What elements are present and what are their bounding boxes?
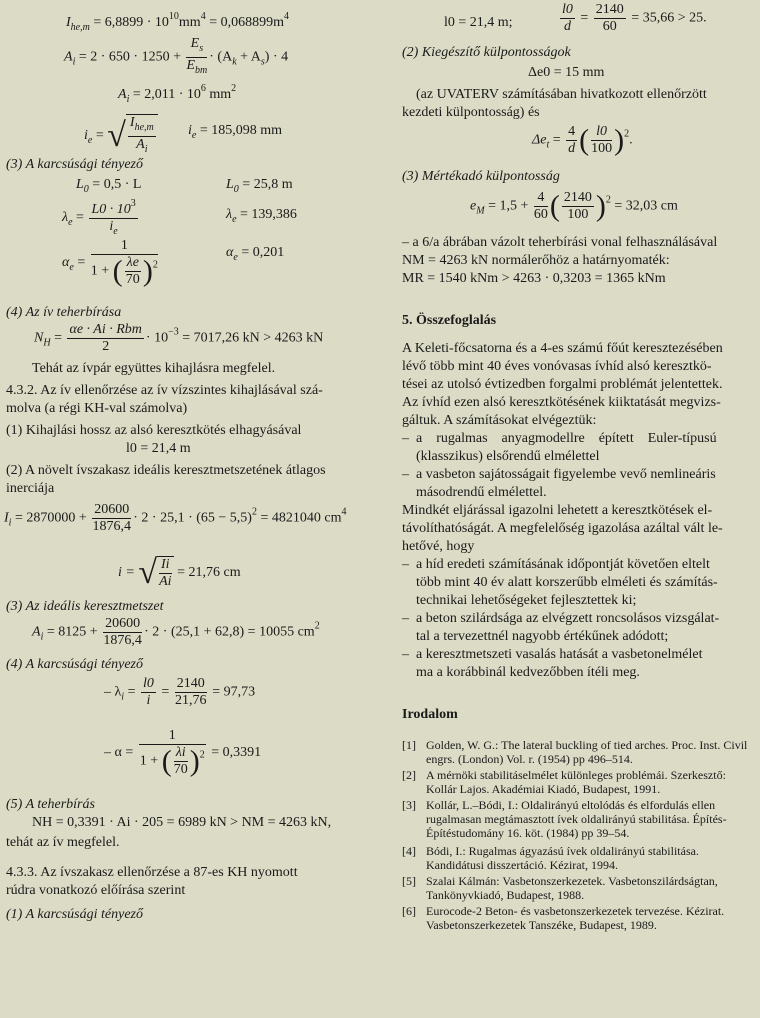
frac-num: Ii (161, 557, 170, 572)
reference-item (402, 904, 754, 932)
equation-l0: l0 = 21,4 m (126, 441, 191, 456)
eq-text: mm (205, 87, 232, 102)
fraction (92, 502, 131, 535)
fraction (534, 190, 548, 223)
eq-text: I (66, 15, 71, 30)
heading-432-line2: molva (a régi KH-val számolva) (6, 401, 188, 416)
eq-text: α (62, 255, 70, 271)
summary-line: több mint 40 év alatt korszerűbb elméleti és számítás- (402, 575, 718, 590)
frac-num: l0 (562, 2, 573, 17)
eq-sup: 4 (200, 11, 206, 22)
frac-num: L0 · 10 (91, 202, 131, 217)
frac-den: E (186, 58, 196, 73)
heading-idealis: (3) Az ideális keresztmetszet (6, 599, 164, 614)
eq-sub: i (72, 56, 76, 68)
frac-den: i (146, 693, 151, 708)
reference-number: [4] (402, 844, 416, 858)
reference-item (402, 844, 754, 872)
equation-nh: $N_H$ = αe · Ai · Rbm 2 · $10^{-3} = 7017,26$ kN > 4263 kN (34, 322, 324, 354)
summary-line: – a rugalmas anyagmodellre épített Euler-típusú (402, 431, 717, 446)
frac-den: Ai (159, 574, 172, 589)
eq-sub: i (121, 691, 125, 703)
equation-alpha-2 (104, 728, 261, 778)
summary-line: tései az utolsó évtizedben forgalmi problémát jelentettek. (402, 377, 723, 392)
eq-sub: t (546, 139, 550, 151)
summary-line: Az ívhíd ezen alsó keresztkötésének kiiktatását megvizs- (402, 395, 721, 410)
frac-num: I (129, 115, 135, 130)
summary-line: másodrendű elmélettel. (402, 485, 547, 500)
equation-lambda-i: – $\lambda_i$ = $\frac{l0}{i}$ = $\frac{2140}{21,76}$ = 97,73 (104, 676, 256, 708)
equation-ie: $i_e$ = √ $I_{he,m}$ $A_i$ (84, 114, 158, 158)
reference-item (402, 768, 754, 796)
eq-text: i = (118, 565, 139, 581)
equation-alpha-e-value: $\alpha_e = 0,201$ (226, 245, 285, 263)
eq-text: = 0,201 (237, 245, 285, 260)
frac-den: 2 (102, 339, 110, 354)
eq-text: 1 + (90, 263, 113, 279)
frac-den: 100 (567, 207, 589, 222)
equation-ai-2: $A_i = 2,011 \cdot 10^6$ $mm^2$ (118, 83, 237, 105)
fraction (128, 115, 156, 158)
summary-line: lévő több mint 40 éves vonóvasas ívhíd alsó keresztkö- (402, 359, 712, 374)
eq-text: L (76, 177, 84, 192)
heading-teherbiras-2: (5) A teherbírás (6, 797, 95, 812)
reference-number: [5] (402, 874, 416, 888)
heading-karcsusag: (3) A karcsúsági tényező (6, 157, 143, 172)
eq-sub: i (40, 631, 44, 643)
eq-sub: 0 (83, 184, 89, 195)
eq-sub: s (199, 43, 204, 54)
eq-text: = 25,8 m (238, 177, 293, 192)
fraction (566, 124, 577, 157)
equation-de0: Δe0 = 15 mm (528, 65, 605, 80)
heading-karcsusag-3: (1) A karcsúsági tényező (6, 907, 143, 922)
eq-sup: −3 (168, 326, 179, 338)
fraction (141, 676, 156, 709)
eq-text: – λ (104, 684, 122, 700)
heading-432-line1: 4.3.2. Az ív ellenőrzése az ív vízszintes kihajlásával szá- (6, 383, 323, 398)
reference-text: A mérnöki stabilitáselmélet különleges problémái. Szerkesztő: Kollár Lajos. Akadémiai Kiadó, Budapest, 1991. (426, 768, 726, 796)
reference-number: [6] (402, 904, 416, 918)
fraction: 1 1 + ( $\frac{\lambda e}{70}$ )$^2$ (90, 238, 158, 288)
eq-sup: 2 (152, 259, 158, 271)
frac-num: λe (126, 255, 139, 270)
eq-text: = 2 · 650 · 1250 + (75, 49, 185, 65)
text-6a-line3: MR = 1540 kNm > 4263 · 0,3203 = 1365 kNm (402, 271, 666, 286)
fraction (174, 745, 188, 778)
equation-alpha-e: $\alpha_e$ = 1 1 + ( $\frac{\lambda e}{70}$ )$^2$ (62, 238, 158, 288)
eq-text: i (84, 128, 88, 144)
eq-text: = 185,098 mm (196, 123, 283, 138)
equation-lambda-e: $\lambda_e$ = $\frac{L0 \cdot 10^3}{i_e}$ (62, 196, 140, 240)
eq-sup: 2 (605, 194, 611, 206)
frac-den: 70 (125, 272, 140, 287)
eq-sub: M (476, 205, 485, 217)
eq-text: I (4, 510, 9, 526)
eq-text: = 2870000 + (11, 510, 91, 526)
frac-num: 2140 (595, 2, 624, 17)
equation-ie-value: $i_e = 185,098$ mm (188, 123, 283, 141)
eq-sup: 3 (130, 198, 136, 209)
heading-teherbiras: (4) Az ív teherbírása (6, 305, 122, 320)
eq-text: ) · 4 (264, 49, 289, 65)
frac-num: l0 (591, 124, 612, 141)
frac-num: αe · Ai · Rbm (69, 322, 142, 337)
summary-line: gáltuk. A számításokat elvégeztük: (402, 413, 597, 428)
eq-text: e (470, 198, 477, 214)
equation-ihem (66, 8, 289, 37)
reference-item (402, 798, 754, 840)
reference-number: [1] (402, 738, 416, 752)
frac-num: 2140 (563, 190, 592, 205)
frac-num: E (190, 36, 200, 51)
eq-sub: e (113, 226, 118, 237)
eq-text: . (629, 132, 633, 148)
heading-kihajlasi-hossz (6, 422, 301, 440)
fraction (175, 676, 207, 709)
eq-text: = 97,73 (208, 684, 256, 700)
frac-den: 1876,4 (103, 633, 142, 648)
equation-em: $e_M = 1,5$ + $\frac{4}{60}$ ( $\frac{2140}{100}$ )$^2$ = 32,03 cm (470, 189, 678, 223)
fraction (186, 36, 207, 79)
fraction (562, 190, 594, 223)
eq-text: = 8125 + (43, 624, 102, 640)
eq-text: λ (62, 210, 69, 226)
eq-text: = 21,76 cm (173, 565, 241, 581)
summary-line: technikai lehetőségeket fejlesztettek ki; (402, 593, 637, 608)
eq-text: Δe (532, 132, 547, 148)
reference-item (402, 738, 754, 766)
eq-sup: 2 (314, 620, 320, 632)
frac-den: 1876,4 (92, 519, 131, 534)
heading-433-line2: rúdra vonatkozó előírása szerint (6, 883, 186, 898)
equation-ai-1 (64, 36, 288, 79)
frac-den: i (109, 219, 114, 234)
frac-num: 4 (534, 190, 548, 207)
eq-sub: s (260, 56, 265, 68)
eq-text: · 2 · (25,1 + 62,8) = 10055 cm (144, 624, 315, 640)
frac-den: d (563, 19, 571, 34)
eq-sup: 2 (251, 506, 257, 518)
text-kihajlas: Tehát az ívpár együttes kihajlásra megfelel. (32, 361, 276, 376)
reference-text: Szalai Kálmán: Vasbetonszerkezetek. Vasbetonszilárdságtan, Tankönyvkiadó, Budapest, 1988. (426, 874, 718, 902)
fraction (591, 124, 612, 157)
heading-mertekado: (3) Mértékadó külpontosság (402, 169, 560, 184)
frac-den: d (568, 141, 576, 156)
eq-text: = 1,5 + (484, 198, 532, 214)
summary-line: tal a tervezettnél nagyobb értékűnek adódott; (402, 629, 669, 644)
summary-line: (klasszikus) elsőrendű elmélettel (402, 449, 600, 464)
eq-text: · 2 · 25,1 · (65 − 5,5) (133, 510, 252, 526)
summary-line: hetővé, hogy (402, 539, 475, 554)
equation-i-sqrt (118, 556, 241, 590)
summary-line: – a híd eredeti számításának időpontját követően eltelt (402, 557, 710, 572)
heading-inercia-line2: inerciája (6, 481, 55, 496)
frac-num: l0 (142, 676, 154, 691)
eq-text: N (34, 330, 44, 346)
eq-text: = (124, 684, 139, 700)
eq-text: · 10 (145, 330, 169, 346)
sqrt: √ $I_{he,m}$ $A_i$ (107, 114, 158, 158)
fraction (159, 557, 172, 590)
reference-text: Eurocode-2 Beton- és vasbetonszerkezetek tervezése. Kézirat. Vasbetonszerkezetek Tanszéke, Budapest, 1989. (426, 904, 725, 932)
summary-line: – a vasbeton sajátosságait figyelembe vevő nemlineáris (402, 467, 716, 482)
reference-text: Bódi, I.: Rugalmas ágyazású ívek oldalirányú stabilitása. Kandidátusi disszertáció. Kézirat, 1994. (426, 844, 699, 872)
eq-text: mm (178, 15, 201, 30)
eq-sup: 10 (168, 11, 179, 22)
eq-sub: k (232, 56, 237, 68)
fraction (594, 2, 626, 35)
frac-den: 21,76 (175, 693, 207, 708)
eq-sub: i (144, 144, 148, 155)
equation-top-ratio (558, 2, 707, 35)
frac-num: 2140 (176, 676, 205, 691)
fraction (103, 616, 142, 649)
frac-den: 100 (591, 141, 613, 156)
summary-line: ma a korábbinál kedvezőbben ítéli meg. (402, 665, 640, 680)
heading-433-line1: 4.3.3. Az ívszakasz ellenőrzése a 87-es KH nyomott (6, 865, 298, 880)
section-heading-osszefoglalas: 5. Összefoglalás (402, 313, 497, 328)
eq-sub: H (43, 337, 51, 349)
heading-karcsusag-2: (4) A karcsúsági tényező (6, 657, 143, 672)
eq-text: = 0,068899m (205, 15, 284, 30)
eq-sub: i (8, 517, 12, 529)
text-megfelel: tehát az ív megfelel. (6, 835, 120, 850)
frac-num: 20600 (105, 616, 141, 631)
eq-text: A (64, 49, 73, 65)
equation-ai-3 (32, 616, 320, 649)
frac-den: A (136, 137, 145, 152)
eq-text: = 35,66 > 25. (627, 10, 707, 26)
equation-l0b: $L_0 = 25,8$ m (226, 177, 293, 195)
eq-sup: 2 (624, 128, 630, 140)
equation-det: $\Delta e_t$ = $\frac{4}{d}$ ( $\frac{l0}{100}$ )$^2$. (532, 123, 633, 157)
frac-den: 60 (533, 207, 548, 222)
heading-text: (1) Kihajlási hossz az alsó keresztkötés elhagyásával (6, 423, 302, 438)
eq-sup: 2 (199, 749, 205, 761)
eq-text: = 7017,26 kN > 4263 kN (178, 330, 324, 346)
fraction: 1 1 + ( $\frac{\lambda i}{70}$ )$^2$ (139, 728, 205, 778)
eq-text: – α = (104, 745, 137, 761)
equation-top-l0: l0 = 21,4 m; (444, 15, 513, 30)
eq-sub: he,m (134, 122, 154, 133)
text-6a-line1: – a 6/a ábrában vázolt teherbírási vonal felhasználásával (402, 235, 718, 250)
eq-text: = 32,03 cm (610, 198, 678, 214)
eq-text: = 0,5 · L (88, 177, 142, 192)
eq-sub: he,m (70, 22, 90, 33)
text-uvaterv-line1: (az UVATERV számításában hivatkozott ellenőrzött (416, 87, 707, 102)
eq-text: + A (236, 49, 261, 65)
frac-den: 60 (602, 19, 617, 34)
reference-number: [3] (402, 798, 416, 812)
eq-sup: 6 (200, 83, 206, 94)
heading-inercia-line1: (2) A növelt ívszakasz ideális keresztmetszetének átlagos (6, 463, 326, 478)
eq-text: 1 + (139, 753, 162, 769)
reference-text: Kollár, L.–Bódi, I.: Oldalirányú eltolódás és elfordulás ellen rugalmasan megtámasztott ívek oldalirányú stabilitása. Építés-Építéstudomány 16. köt. (1984) pp 39–54. (426, 798, 727, 840)
heading-kulpontossag: (2) Kiegészítő külpontosságok (402, 45, 571, 60)
eq-text: = 139,386 (236, 207, 297, 222)
frac-num: 20600 (94, 502, 130, 517)
eq-sub: e (69, 262, 74, 274)
fraction (125, 255, 141, 288)
frac-num: 4 (568, 124, 576, 139)
text-6a-line2: NM = 4263 kN normálerőhöz a határnyomaték: (402, 253, 670, 268)
reference-number: [2] (402, 768, 416, 782)
eq-text: A (32, 624, 41, 640)
sqrt: √ $\frac{Ii}{Ai}$ (138, 556, 173, 590)
eq-sup: 4 (341, 506, 347, 518)
eq-text: = 4821040 cm (256, 510, 342, 526)
eq-text: = 6,8899 · 10 (89, 15, 169, 30)
fraction (89, 196, 137, 240)
frac-num: λi (174, 745, 188, 762)
eq-text: = (576, 10, 592, 26)
heading-irodalom: Irodalom (402, 707, 458, 722)
reference-item (402, 874, 754, 902)
fraction (67, 322, 143, 355)
summary-line: Mindkét eljárással igazolni lehetett a keresztkötések el- (402, 503, 713, 518)
equation-lambda-e-value: $\lambda_e = 139,386$ (226, 207, 297, 225)
eq-text: = (549, 132, 565, 148)
summary-line: – a keresztmetszeti vasalás hatását a vasbetonelmélet (402, 647, 703, 662)
eq-sup: 2 (231, 83, 237, 94)
eq-sub: e (68, 217, 73, 229)
equation-nh-2: NH = 0,3391 · Ai · 205 = 6989 kN > NM = 4263 kN, (32, 815, 332, 830)
eq-text: = 2,011 · 10 (129, 87, 201, 102)
frac-num: 1 (91, 238, 158, 255)
reference-text: Golden, W. G.: The lateral buckling of tied arches. Proc. Inst. Civil engrs. (London) Vol. r. (1954) pp 496–514. (426, 738, 748, 766)
eq-sub: e (87, 135, 93, 147)
summary-line: távolíthatóságát. A megfelelőség igazolása azáltal vált le- (402, 521, 723, 536)
summary-line: – a beton szilárdsága az elvégzett roncsolásos vizsgálat- (402, 611, 720, 626)
eq-sup: 4 (283, 11, 289, 22)
summary-line: A Keleti-főcsatorna és a 4-es számú főút keresztezésében (402, 341, 723, 356)
eq-text: · (A (209, 49, 233, 65)
eq-text: = 0,3391 (207, 745, 262, 761)
eq-sub: bm (195, 65, 208, 76)
equation-ii (4, 502, 346, 535)
text-uvaterv-line2: kezdeti külpontosság) és (402, 105, 540, 120)
frac-den: 70 (173, 762, 188, 777)
fraction (560, 2, 575, 35)
frac-num: 1 (139, 728, 206, 745)
